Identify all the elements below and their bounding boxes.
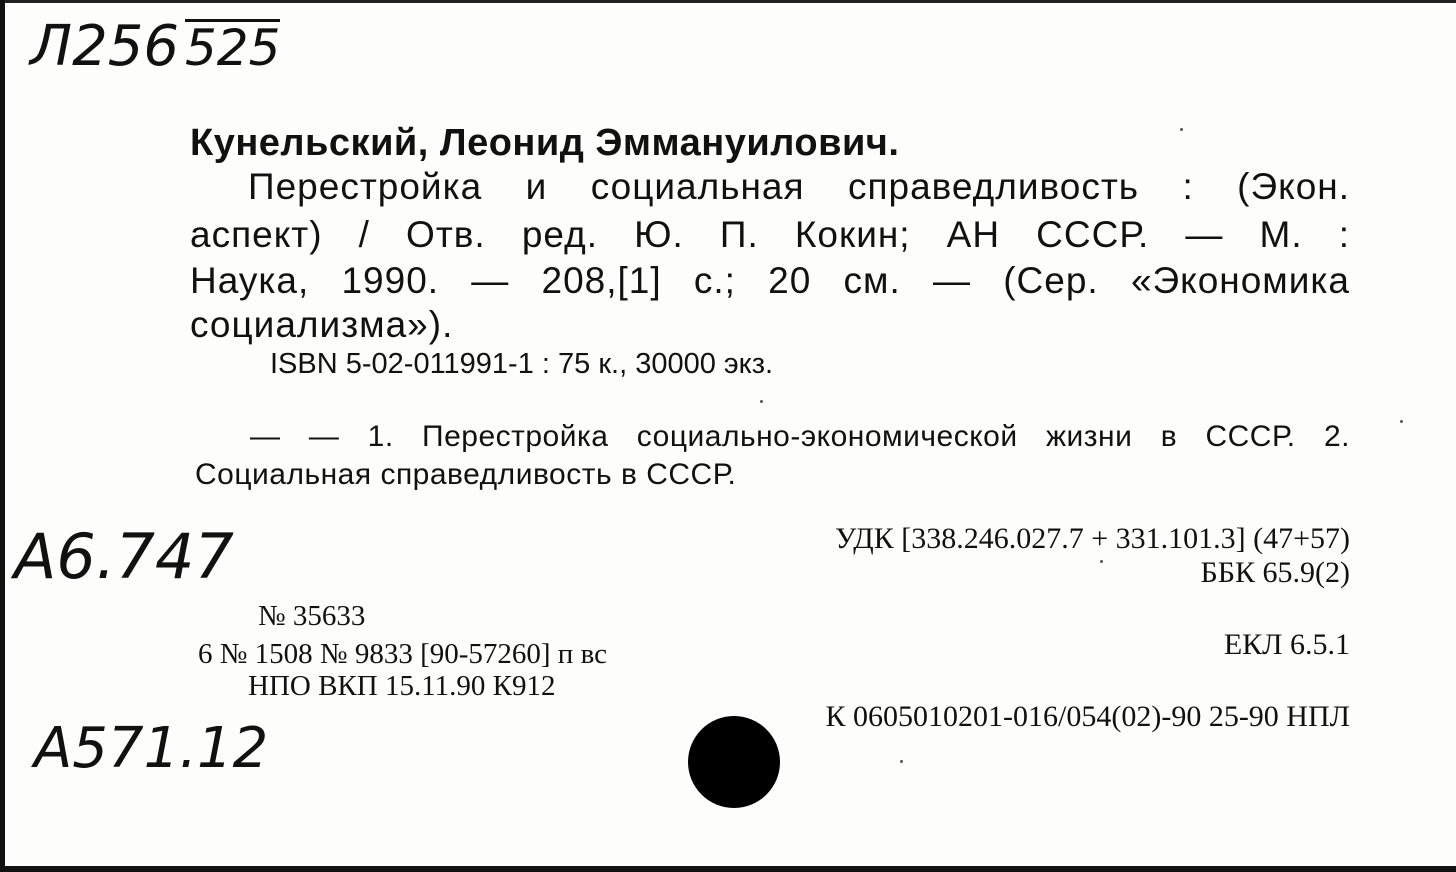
title-line-3: Наука, 1990. — 208,[1] с.; 20 см. — (Сер. «Экономика xyxy=(190,260,1350,301)
speck xyxy=(1180,128,1183,131)
speck xyxy=(1100,560,1103,563)
title-line-1: Перестройка и социальная справедливость : (Экон. xyxy=(248,166,1350,207)
isbn-line: ISBN 5-02-011991-1 : 75 к., 30000 экз. xyxy=(270,348,774,380)
shelfmark xyxy=(30,14,280,79)
subjects-line-1: — — 1. Перестройка социально-экономической жизни в СССР. 2. xyxy=(250,420,1350,453)
price-code-line: К 0605010201-016/054(02)-90 25-90 НПЛ xyxy=(825,700,1350,733)
bbk-code: ББК 65.9(2) xyxy=(1200,556,1350,589)
ekl-code: ЕКЛ 6.5.1 xyxy=(1223,628,1350,661)
handwritten-note-1: А6.747 xyxy=(14,520,234,593)
card-number: № 35633 xyxy=(258,600,366,632)
shelfmark-sub: 525 xyxy=(185,19,281,77)
author-heading: Кунельский, Леонид Эммануилович. xyxy=(190,122,900,164)
speck xyxy=(1400,420,1403,423)
card-top-edge xyxy=(0,0,1456,3)
speck xyxy=(760,400,763,403)
shelfmark-main: Л256 xyxy=(30,14,179,79)
npo-line: НПО ВКП 15.11.90 К912 xyxy=(248,670,556,702)
title-line-4: социализма»). xyxy=(190,304,454,345)
subjects-line-2: Социальная справедливость в СССР. xyxy=(195,458,737,491)
card-left-edge xyxy=(0,0,5,872)
registration-line: 6 № 1508 № 9833 [90-57260] п вс xyxy=(198,638,607,670)
handwritten-note-2: А571.12 xyxy=(34,716,269,781)
udk-code: УДК [338.246.027.7 + 331.101.3] (47+57) xyxy=(835,522,1350,555)
title-line-2: аспект) / Отв. ред. Ю. П. Кокин; АН СССР. — М. : xyxy=(190,214,1350,255)
punch-hole xyxy=(688,716,780,808)
speck xyxy=(900,760,903,763)
card-bottom-edge xyxy=(0,866,1456,872)
